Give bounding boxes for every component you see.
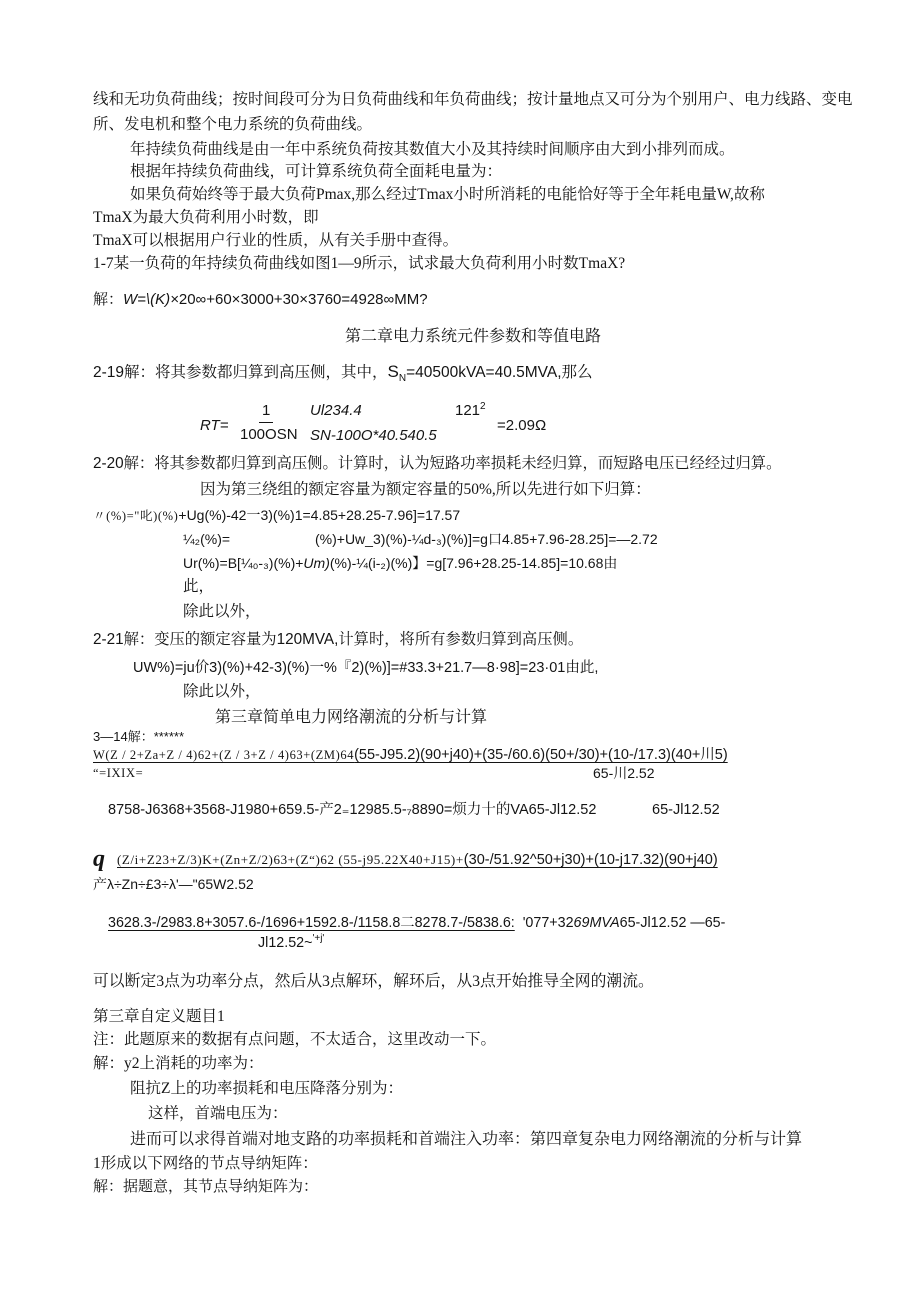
chapter-3-title: 第三章简单电力网络潮流的分析与计算 bbox=[215, 709, 488, 726]
custom-problem-title: 第三章自定义题目1 bbox=[93, 1008, 225, 1025]
value: 121 bbox=[455, 402, 481, 419]
problem-3-14-label: 3—14解：****** bbox=[93, 729, 185, 744]
equation-part: Um) bbox=[303, 555, 330, 571]
fraction-numerator-2: Ul234.4 bbox=[310, 402, 362, 419]
formula-3-14-expansion-1: 8758-J6368+3568-J1980+659.5-产2₌12985.5-₇8890=烦力十的VA65-Jl12.52 bbox=[108, 802, 597, 818]
fraction-denominator: 100OSN bbox=[240, 426, 298, 443]
problem-2-20-statement: 2-20解：将其参数都归算到高压侧。计算时，认为短路功率损耗未经归算，而短路电压已经经过归算。 bbox=[93, 455, 782, 472]
solution-line: 阻抗Z上的功率损耗和电压降落分别为： bbox=[130, 1080, 403, 1097]
fraction-denominator-2: SN-100O*40.540.5 bbox=[310, 427, 437, 444]
formula-3-14-denominator-right: 65-川2.52 bbox=[593, 765, 655, 781]
statement-text: 2-19解：将其参数都归算到高压侧，其中， bbox=[93, 364, 388, 381]
formula-3-14-denominator-2: 产λ÷Zn÷£3÷λ'—"65W2.52 bbox=[93, 876, 254, 892]
equation-2-20-2-lhs: ¼₂(%)= bbox=[183, 531, 231, 547]
continuation-text: 此， bbox=[183, 578, 215, 595]
formula-q-symbol: q bbox=[93, 846, 105, 872]
paragraph-line: TmaX可以根据用户行业的性质，从有关手册中查得。 bbox=[93, 232, 459, 249]
chapter-4-solution: 解：据题意，其节点导纳矩阵为： bbox=[93, 1179, 319, 1195]
problem-1-7-solution bbox=[93, 291, 428, 309]
fraction-numerator: 1 bbox=[262, 402, 271, 419]
formula-3-14-denominator-left: “=IXIX= bbox=[93, 766, 144, 780]
formula-part: (Z/i+Z23+Z/3)K+(Zn+Z/2)63+(Z“)62 (55-j95.22X40+J15)+ bbox=[117, 852, 464, 867]
problem-2-19-statement bbox=[93, 362, 593, 385]
paragraph-line: TmaX为最大负荷利用小时数，即 bbox=[93, 209, 319, 226]
formula-part: Jl12.52~ bbox=[258, 935, 313, 951]
formula-lhs: RT= bbox=[200, 417, 229, 434]
statement-text: =40500kVA=40.5MVA,那么 bbox=[406, 364, 593, 381]
equation-2-21: UW%)=ju价3)(%)+42-3)(%)一%『2)(%)]=#33.3+21.7—8·98]=23·01由此, bbox=[133, 660, 599, 676]
symbol-s: S bbox=[387, 362, 399, 381]
formula-part: (55-J95.2)(90+j40)+(35-/60.6)(50+/30)+(10-/17.3)(40+川5) bbox=[354, 747, 728, 763]
paragraph-line: 年持续负荷曲线是由一年中系统负荷按其数值大小及其持续时间顺序由大到小排列而成。 bbox=[130, 141, 735, 158]
solution-line: 这样，首端电压为： bbox=[148, 1105, 288, 1122]
formula-part: 65-Jl12.52 —65- bbox=[619, 915, 726, 931]
chapter-2-title: 第二章电力系统元件参数和等值电路 bbox=[345, 328, 602, 345]
equation-2-20-2-rhs: (%)+Uw_3)(%)-¼d-₃)(%)]=g口4.85+7.96-28.25]=—2.72 bbox=[315, 531, 658, 547]
paragraph-line: 根据年持续负荷曲线，可计算系统负荷全面耗电量为： bbox=[130, 163, 503, 180]
formula-part: '077+32 bbox=[522, 915, 574, 931]
formula-3-14-expansion-2-cont bbox=[258, 934, 324, 952]
solution-label: 解： bbox=[93, 291, 124, 308]
chapter-4-question: 1形成以下网络的节点导纳矩阵： bbox=[93, 1155, 318, 1172]
besides-text: 除此以外， bbox=[183, 683, 261, 700]
equation-part: (%)-¼(i-₂)(%)】=g[7.96+28.25-14.85]=10.68由 bbox=[329, 555, 618, 571]
paragraph-line: 线和无功负荷曲线；按时间段可分为日负荷曲线和年负荷曲线；按计量地点又可分为个别用户、电力线路、变电 bbox=[93, 91, 853, 108]
formula-part: W(Z / 2+Za+Z / 4)62+(Z / 3+Z / 4)63+(ZM)64 bbox=[93, 748, 355, 762]
problem-2-20-line: 因为第三绕组的额定容量为额定容量的50%,所以先进行如下归算： bbox=[200, 481, 651, 498]
solution-formula-italic: W=\(K)× bbox=[123, 291, 179, 308]
exponent: 2 bbox=[480, 401, 486, 412]
formula-3-14-numerator-1 bbox=[93, 746, 728, 764]
paragraph-line: 所、发电机和整个电力系统的负荷曲线。 bbox=[93, 116, 373, 133]
paragraph-line: 如果负荷始终等于最大负荷Pmax,那么经过Tmax小时所消耗的电能恰好等于全年耗电量W,故称 bbox=[130, 186, 765, 203]
problem-2-21-statement: 2-21解：变压的额定容量为120MVA,计算时，将所有参数归算到高压侧。 bbox=[93, 631, 584, 648]
solution-line: 解：y2上消耗的功率为： bbox=[93, 1055, 264, 1072]
formula-superscript: '+j' bbox=[312, 933, 325, 945]
formula-part: 69MVA bbox=[573, 915, 620, 931]
formula-part: (30-/51.92^50+j30)+(10-j17.32)(90+j40) bbox=[463, 852, 718, 868]
fraction-bar bbox=[259, 422, 273, 423]
besides-text: 除此以外， bbox=[183, 603, 261, 620]
equation-part: Ur(%)=B[¼₀-₃)(%)+ bbox=[183, 555, 304, 571]
equation-part: 〃(%)="叱)(%) bbox=[93, 509, 179, 523]
equation-part: +Ug(%)-42一3)(%)1=4.85+28.25-7.96]=17.57 bbox=[178, 507, 461, 523]
solution-formula: 20∞+60×3000+30×3760=4928∞MM? bbox=[178, 291, 428, 308]
solution-line: 进而可以求得首端对地支路的功率损耗和首端注入功率：第四章复杂电力网络潮流的分析与计算 bbox=[130, 1131, 803, 1148]
formula-3-14-expansion-2 bbox=[108, 914, 725, 932]
conclusion-text: 可以断定3点为功率分点，然后从3点解环，解环后，从3点开始推导全网的潮流。 bbox=[93, 973, 654, 990]
problem-1-7-question: 1-7某一负荷的年持续负荷曲线如图1—9所示，试求最大负荷利用小时数TmaX? bbox=[93, 255, 626, 272]
formula-3-14-numerator-2 bbox=[117, 851, 718, 869]
equation-2-20-3 bbox=[183, 554, 617, 572]
symbol-subscript: N bbox=[398, 373, 407, 385]
formula-3-14-expansion-1-tail: 65-Jl12.52 bbox=[652, 802, 720, 818]
formula-part: 3628.3-/2983.8+3057.6-/1696+1592.8-/1158.8二8278.7-/5838.6: bbox=[108, 915, 515, 931]
fraction-numerator-3 bbox=[455, 402, 486, 420]
equation-2-20-1 bbox=[93, 506, 460, 525]
formula-result: =2.09Ω bbox=[497, 417, 547, 434]
custom-problem-note: 注：此题原来的数据有点问题，不太适合，这里改动一下。 bbox=[93, 1031, 497, 1048]
